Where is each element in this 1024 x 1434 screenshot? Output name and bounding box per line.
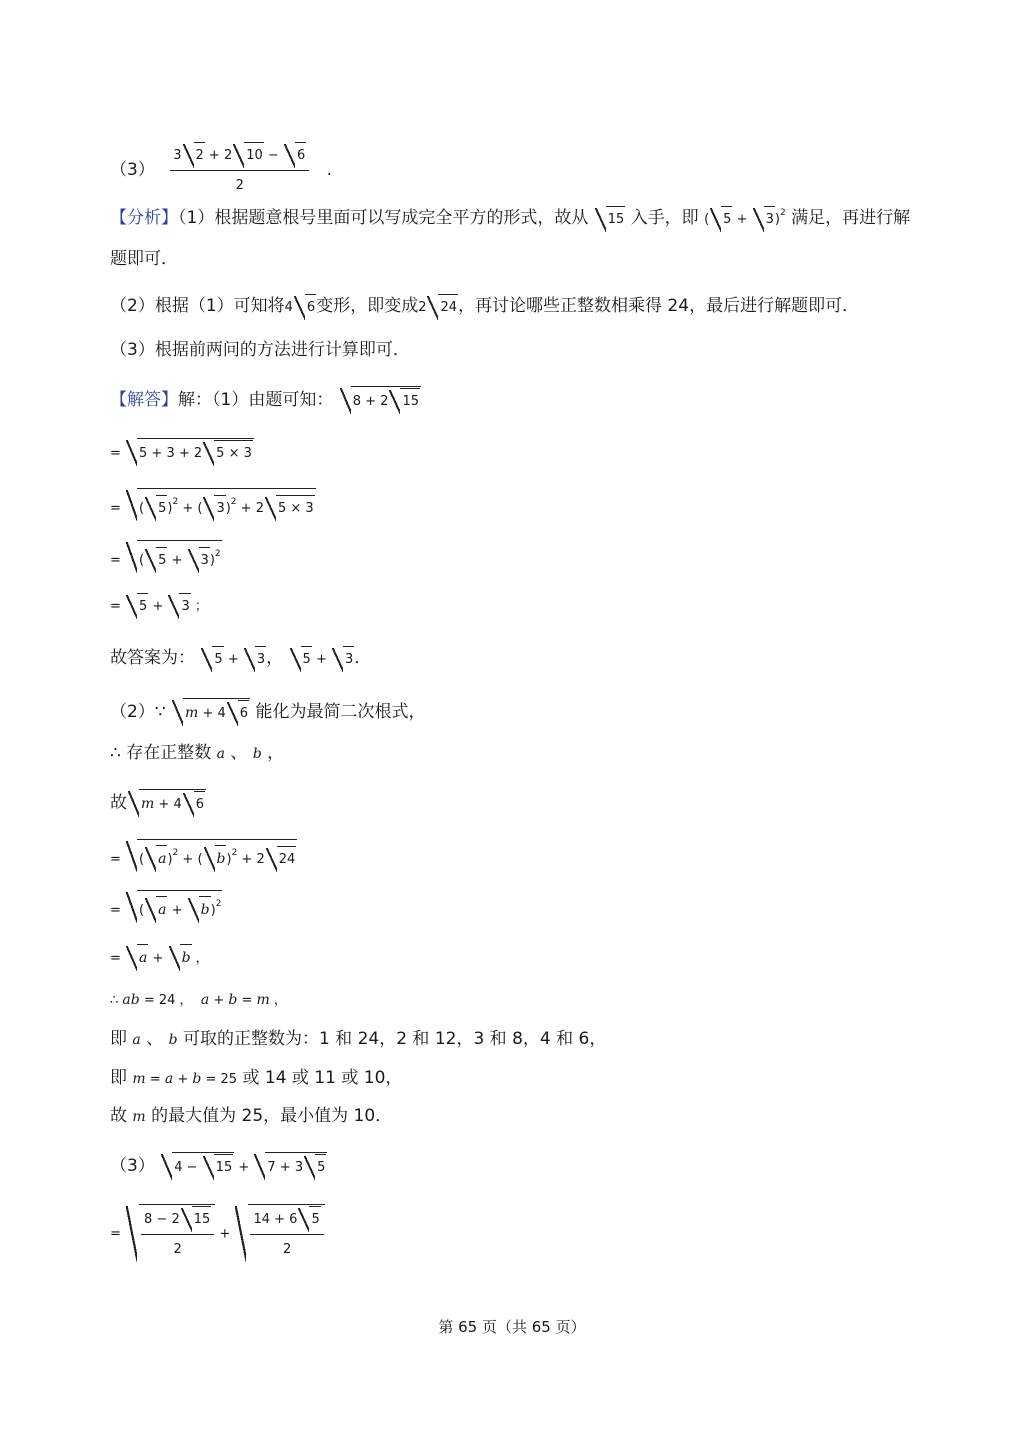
analysis-line-1: 【分析】（1）根据题意根号里面可以写成完全平方的形式，故从 15 入手，即 ( 5 + 3)$^2$ 满足，再进行解 — [110, 201, 910, 232]
step-3: = ( 5 + 3)$^2$ — [110, 540, 222, 573]
part3-line: （3） 4 − 15 + 7 + 3 5 — [110, 1152, 327, 1180]
analysis-tag: 【分析】 — [110, 208, 178, 228]
solution-intro: 【解答】解：（1）由题可知： 8 + 2 15 — [110, 386, 421, 414]
part3-answer: （3） $\frac{3 2 + 2 10 - 6}{2}$ . — [110, 142, 332, 198]
pairs-line: 即 a 、 b 可取的正整数为：1 和 24，2 和 12，3 和 8，4 和 6， — [110, 1029, 607, 1049]
analysis-line-3: （2）根据（1）可知将4 6变形，即变成2 24，再讨论哪些正整数相乘得 24，最后进行解题即可． — [110, 294, 859, 320]
step-8: ∴ ab = 24 ， a + b = m ， — [110, 992, 287, 1008]
step-1: = 5 + 3 + 2 5 × 3 — [110, 438, 254, 466]
solution-tag: 【解答】 — [110, 390, 178, 410]
step-6: = ( a + b)$^2$ — [110, 890, 222, 923]
step-4: = 5 + 3 ； — [110, 593, 208, 619]
step-9: = $\frac{8 - 2 15}{2}$ + $\frac{14 + 6 5}{2}$ — [110, 1204, 325, 1262]
m-values-line: 即 m = a + b = 25 或 14 或 11 或 10， — [110, 1068, 403, 1088]
analysis-line-2: 题即可． — [110, 249, 178, 269]
answer-line: 故答案为： 5 + 3， 5 + 3． — [110, 646, 371, 672]
part2-intro: （2）∵ m + 4 6 能化为最简二次根式， — [110, 698, 425, 726]
analysis-line-4: （3）根据前两问的方法进行计算即可． — [110, 340, 410, 360]
page-footer: 第 65 页（共 65 页） — [438, 1318, 586, 1336]
conclusion-line: 故 m 的最大值为 25，最小值为 10． — [110, 1106, 393, 1126]
step-2: = ( 5)$^2$ + ( 3)$^2$ + 2 5 × 3 — [110, 488, 316, 521]
step-5: = ( a)$^2$ + ( b)$^2$ + 2 24 — [110, 839, 297, 872]
step-7: = a + b ， — [110, 944, 209, 971]
answer-fraction: $\frac{3 2 + 2 10 - 6}{2}$ — [170, 142, 309, 198]
exists-line: ∴ 存在正整数 a 、 b ， — [110, 743, 285, 763]
gu-line: 故 m + 4 6 — [110, 789, 206, 817]
